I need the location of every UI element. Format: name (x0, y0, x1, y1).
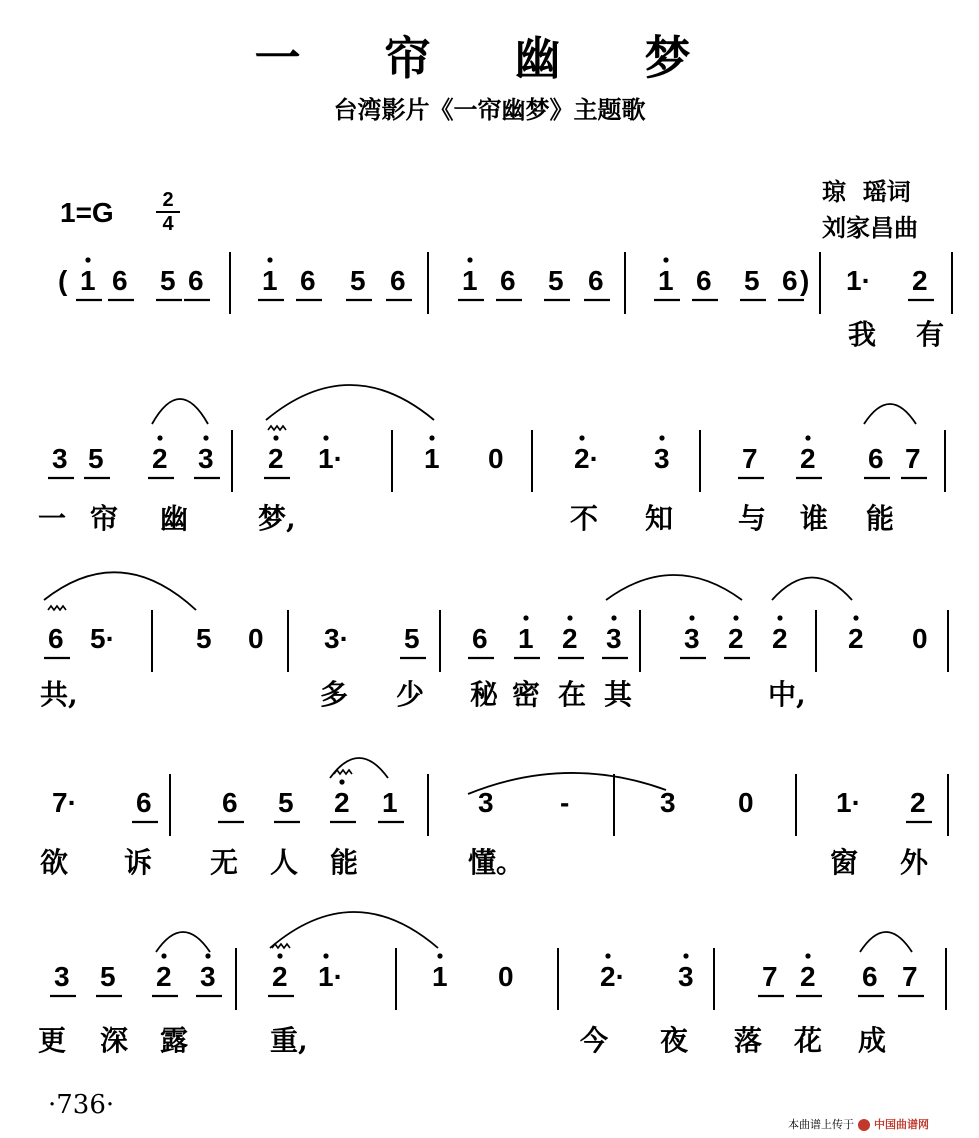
note: 6 (48, 623, 64, 654)
note: 1· (846, 265, 871, 296)
note: ) (800, 265, 810, 296)
note: 6 (188, 265, 204, 296)
footer-text: 本曲谱上传于 (788, 1118, 854, 1131)
time-signature-numerator: 2 (162, 189, 174, 211)
mordent-icon (268, 426, 286, 430)
note: 3 (654, 443, 670, 474)
note: 3 (478, 787, 494, 818)
note: 2 (156, 961, 172, 992)
note: 2· (600, 961, 625, 992)
lyric-char: 懂。 (468, 846, 525, 879)
note: 2 (152, 443, 168, 474)
octave-dot (85, 257, 90, 262)
note: 6 (696, 265, 712, 296)
slur-arc (156, 932, 210, 952)
note: 2· (574, 443, 599, 474)
octave-dot (611, 615, 616, 620)
octave-dot (277, 953, 282, 958)
octave-dot (339, 779, 344, 784)
note: 3 (684, 623, 700, 654)
lyricist-credit: 琼 瑶词 (822, 177, 911, 206)
lyric-char: 诉 (124, 846, 153, 879)
note: 0 (248, 623, 264, 654)
note: 6 (136, 787, 152, 818)
note: 1· (318, 443, 343, 474)
lyric-char: 有 (916, 318, 945, 351)
octave-dot (579, 435, 584, 440)
slur-arc (44, 572, 196, 610)
lyric-char: 能 (866, 502, 895, 535)
note: 5 (404, 623, 420, 654)
note: 5 (744, 265, 760, 296)
octave-dot (567, 615, 572, 620)
slur-arc (270, 912, 438, 948)
note: 6 (868, 443, 884, 474)
note: 0 (498, 961, 514, 992)
octave-dot (733, 615, 738, 620)
note: 3 (200, 961, 216, 992)
note: 2 (728, 623, 744, 654)
note: 7 (762, 961, 778, 992)
lyric-char: 成 (858, 1024, 887, 1057)
slur-arc (606, 575, 742, 600)
note: 2 (910, 787, 926, 818)
note: 5 (196, 623, 212, 654)
lyric-char: 谁 (800, 502, 829, 535)
octave-dot (659, 435, 664, 440)
lyric-char: 外 (900, 846, 929, 879)
note: 6 (500, 265, 516, 296)
note: 2 (800, 961, 816, 992)
octave-dot (805, 953, 810, 958)
octave-dot (853, 615, 858, 620)
octave-dot (203, 435, 208, 440)
note: - (560, 787, 570, 818)
octave-dot (437, 953, 442, 958)
note: 6 (862, 961, 878, 992)
note: 5 (88, 443, 104, 474)
upload-footer (788, 1116, 929, 1132)
lyric-char: 重, (270, 1024, 308, 1057)
lyric-char: 深 (100, 1024, 129, 1057)
note: 5 (100, 961, 116, 992)
note: 1· (836, 787, 861, 818)
lyric-char: 能 (330, 846, 359, 879)
note: 5· (90, 623, 115, 654)
note: 3 (52, 443, 68, 474)
lyric-char: 一 (38, 502, 67, 535)
lyric-char: 在 (558, 678, 587, 711)
lyric-char: 梦, (258, 502, 296, 535)
note: 7 (742, 443, 758, 474)
lyric-char: 幽 (160, 502, 189, 535)
slur-arc (330, 758, 388, 778)
note: ( (58, 265, 68, 296)
note: 5 (278, 787, 294, 818)
octave-dot (683, 953, 688, 958)
note: 3 (660, 787, 676, 818)
note: 2 (268, 443, 284, 474)
note: 3· (324, 623, 349, 654)
key-signature: 1=G (60, 197, 114, 228)
note: 6 (222, 787, 238, 818)
song-subtitle: 台湾影片《一帘幽梦》主题歌 (333, 95, 646, 124)
lyric-char: 与 (738, 502, 767, 535)
lyric-char: 其 (604, 678, 633, 711)
note: 2 (272, 961, 288, 992)
note: 3 (198, 443, 214, 474)
octave-dot (323, 953, 328, 958)
lyric-char: 今 (580, 1024, 609, 1057)
note: 7 (905, 443, 921, 474)
lyric-char: 人 (270, 846, 299, 879)
site-logo-icon (858, 1119, 870, 1131)
lyric-char: 夜 (660, 1024, 689, 1057)
note: 1 (658, 265, 674, 296)
octave-dot (467, 257, 472, 262)
note: 6 (782, 265, 798, 296)
lyric-char: 帘 (90, 502, 119, 535)
note: 7 (902, 961, 918, 992)
note: 5 (548, 265, 564, 296)
note: 5 (350, 265, 366, 296)
note: 2 (772, 623, 788, 654)
note: 0 (912, 623, 928, 654)
lyric-char: 共, (40, 678, 78, 711)
slur-arc (772, 578, 852, 601)
time-signature-denominator: 4 (162, 213, 174, 235)
song-title: 一 帘 幽 梦 (254, 31, 725, 85)
note: 6 (112, 265, 128, 296)
lyric-char: 窗 (830, 846, 859, 879)
lyric-char: 花 (794, 1024, 823, 1057)
note: 6 (588, 265, 604, 296)
slur-arc (266, 385, 434, 420)
octave-dot (689, 615, 694, 620)
slur-arc (860, 932, 912, 952)
octave-dot (267, 257, 272, 262)
note: 1 (518, 623, 534, 654)
note: 1· (318, 961, 343, 992)
lyric-char: 露 (160, 1024, 189, 1057)
note: 3 (606, 623, 622, 654)
note: 1 (424, 443, 440, 474)
octave-dot (805, 435, 810, 440)
lyric-char: 多 (320, 678, 349, 711)
note: 6 (300, 265, 316, 296)
lyric-char: 落 (734, 1024, 763, 1057)
slur-arc (864, 404, 916, 424)
octave-dot (161, 953, 166, 958)
note: 1 (382, 787, 398, 818)
note: 0 (488, 443, 504, 474)
note: 6 (472, 623, 488, 654)
lyric-char: 欲 (40, 846, 69, 879)
note: 5 (160, 265, 176, 296)
lyric-char: 更 (38, 1024, 67, 1057)
octave-dot (157, 435, 162, 440)
lyric-char: 无 (210, 846, 239, 879)
lyric-char: 我 (848, 318, 877, 351)
note: 2 (562, 623, 578, 654)
note: 2 (800, 443, 816, 474)
composer-credit: 刘家昌曲 (822, 213, 918, 242)
octave-dot (777, 615, 782, 620)
lyric-char: 中, (768, 678, 806, 711)
note: 1 (432, 961, 448, 992)
note: 2 (334, 787, 350, 818)
lyric-char: 秘 (470, 678, 499, 711)
slur-arc (152, 399, 208, 424)
lyric-char: 知 (645, 502, 674, 535)
octave-dot (429, 435, 434, 440)
note: 3 (54, 961, 70, 992)
lyric-char: 少 (396, 678, 425, 711)
octave-dot (205, 953, 210, 958)
octave-dot (273, 435, 278, 440)
octave-dot (523, 615, 528, 620)
note: 7· (52, 787, 77, 818)
footer-brand: 中国曲谱网 (874, 1118, 929, 1131)
note: 6 (390, 265, 406, 296)
note: 1 (462, 265, 478, 296)
note: 1 (262, 265, 278, 296)
lyric-char: 密 (512, 678, 541, 711)
octave-dot (663, 257, 668, 262)
note: 2 (912, 265, 928, 296)
page-number: ·736· (48, 1090, 115, 1120)
note: 2 (848, 623, 864, 654)
lyric-char: 不 (570, 502, 599, 535)
note: 1 (80, 265, 96, 296)
octave-dot (605, 953, 610, 958)
octave-dot (323, 435, 328, 440)
note: 3 (678, 961, 694, 992)
note: 0 (738, 787, 754, 818)
mordent-icon (48, 606, 66, 610)
